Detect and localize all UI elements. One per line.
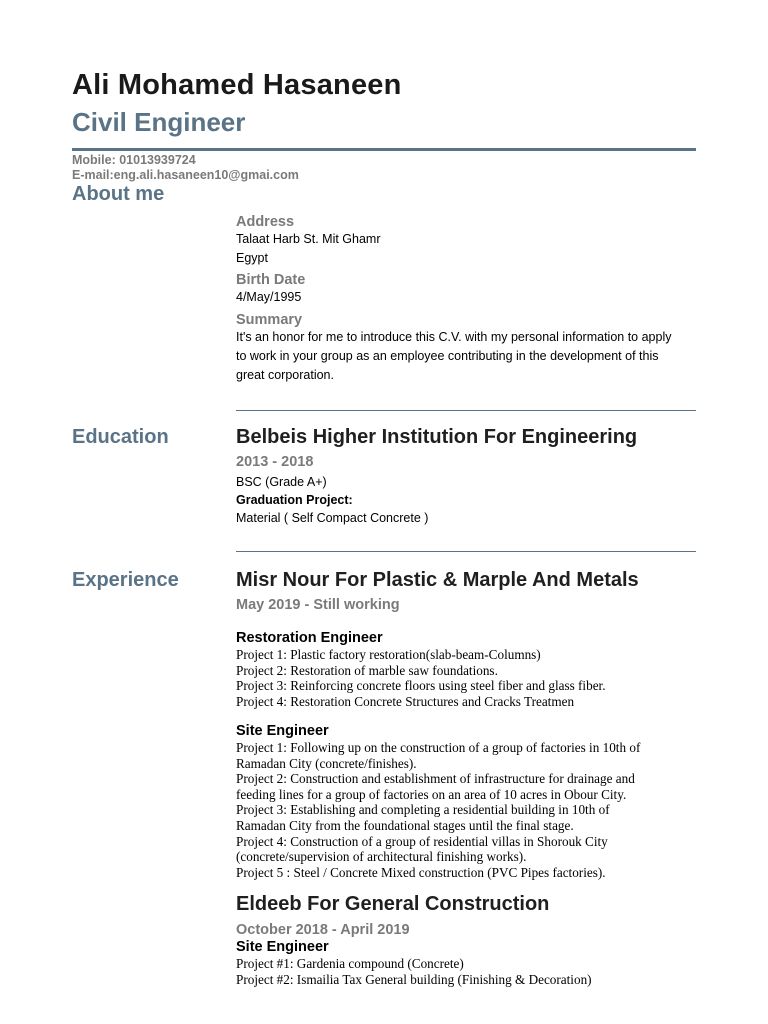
job-role-projects: [236, 740, 696, 880]
section-title-education: Education: [72, 426, 169, 448]
project-line: feeding lines for a group of factories on an area of 10 acres in Obour City.: [236, 786, 627, 802]
section-title-experience: Experience: [72, 569, 179, 591]
education-details: [236, 473, 696, 527]
summary-line: to work in your group as an employee contributing in the development of this: [236, 349, 659, 363]
project-line: Project 2: Restoration of marble saw foundations.: [236, 662, 498, 678]
job-role: Site Engineer: [236, 939, 329, 955]
project-line: Ramadan City (concrete/finishes).: [236, 755, 417, 771]
summary-label: Summary: [236, 312, 303, 328]
project-line: Project 5 : Steel / Concrete Mixed construction (PVC Pipes factories).: [236, 864, 606, 880]
birth-date-value: 4/May/1995: [236, 290, 302, 304]
education-degree: BSC (Grade A+): [236, 475, 327, 489]
graduation-project-value: Material ( Self Compact Concrete ): [236, 511, 429, 525]
section-divider: [236, 410, 696, 411]
address-line-2: Egypt: [236, 251, 268, 265]
project-line: Project 4: Construction of a group of residential villas in Shorouk City: [236, 833, 608, 849]
job-company: Misr Nour For Plastic & Marple And Metals: [236, 569, 639, 591]
birth-details: [236, 272, 696, 307]
person-name: Ali Mohamed Hasaneen: [72, 69, 402, 101]
project-line: Project 3: Establishing and completing a residential building in 10th of: [236, 802, 610, 818]
project-line: Project 1: Plastic factory restoration(slab-beam-Columns): [236, 647, 541, 662]
job-role-projects: [236, 956, 696, 987]
project-line: (concrete/supervision of architectural finishing works).: [236, 849, 527, 865]
summary-line: great corporation.: [236, 368, 334, 382]
job-role-projects: [236, 647, 696, 709]
education-dates: 2013 - 2018: [236, 454, 314, 470]
birth-date-label: Birth Date: [236, 272, 306, 288]
project-line: Project 4: Restoration Concrete Structures and Cracks Treatmen: [236, 693, 575, 709]
project-line: Ramadan City from the foundational stages until the final stage.: [236, 817, 574, 833]
job-role: Site Engineer: [236, 723, 329, 739]
about-details: [236, 214, 696, 268]
project-line: Project 3: Reinforcing concrete floors using steel fiber and glass fiber.: [236, 678, 606, 694]
summary-line: It's an honor for me to introduce this C.V. with my personal information to apply: [236, 330, 672, 344]
job-company: Eldeeb For General Construction: [236, 893, 550, 915]
contact-email: E-mail:eng.ali.hasaneen10@gmai.com: [72, 168, 299, 182]
project-line: Project 1: Following up on the construction of a group of factories in 10th of: [236, 740, 641, 755]
job-title: Civil Engineer: [72, 107, 246, 137]
project-line: Project 2: Construction and establishment of infrastructure for drainage and: [236, 771, 635, 787]
job-dates: October 2018 - April 2019: [236, 922, 410, 938]
job-dates: May 2019 - Still working: [236, 597, 400, 613]
project-line: Project #2: Ismailia Tax General building (Finishing & Decoration): [236, 971, 592, 987]
header-divider: [72, 148, 696, 151]
graduation-project-label: Graduation Project:: [236, 493, 353, 507]
contact-mobile: Mobile: 01013939724: [72, 153, 196, 167]
address-label: Address: [236, 214, 295, 230]
project-line: Project #1: Gardenia compound (Concrete): [236, 956, 464, 971]
summary-details: [236, 312, 696, 385]
section-divider: [236, 551, 696, 552]
job-role: Restoration Engineer: [236, 630, 383, 646]
section-title-about: About me: [72, 183, 165, 205]
address-line-1: Talaat Harb St. Mit Ghamr: [236, 232, 381, 246]
education-institution: Belbeis Higher Institution For Engineering: [236, 426, 638, 448]
